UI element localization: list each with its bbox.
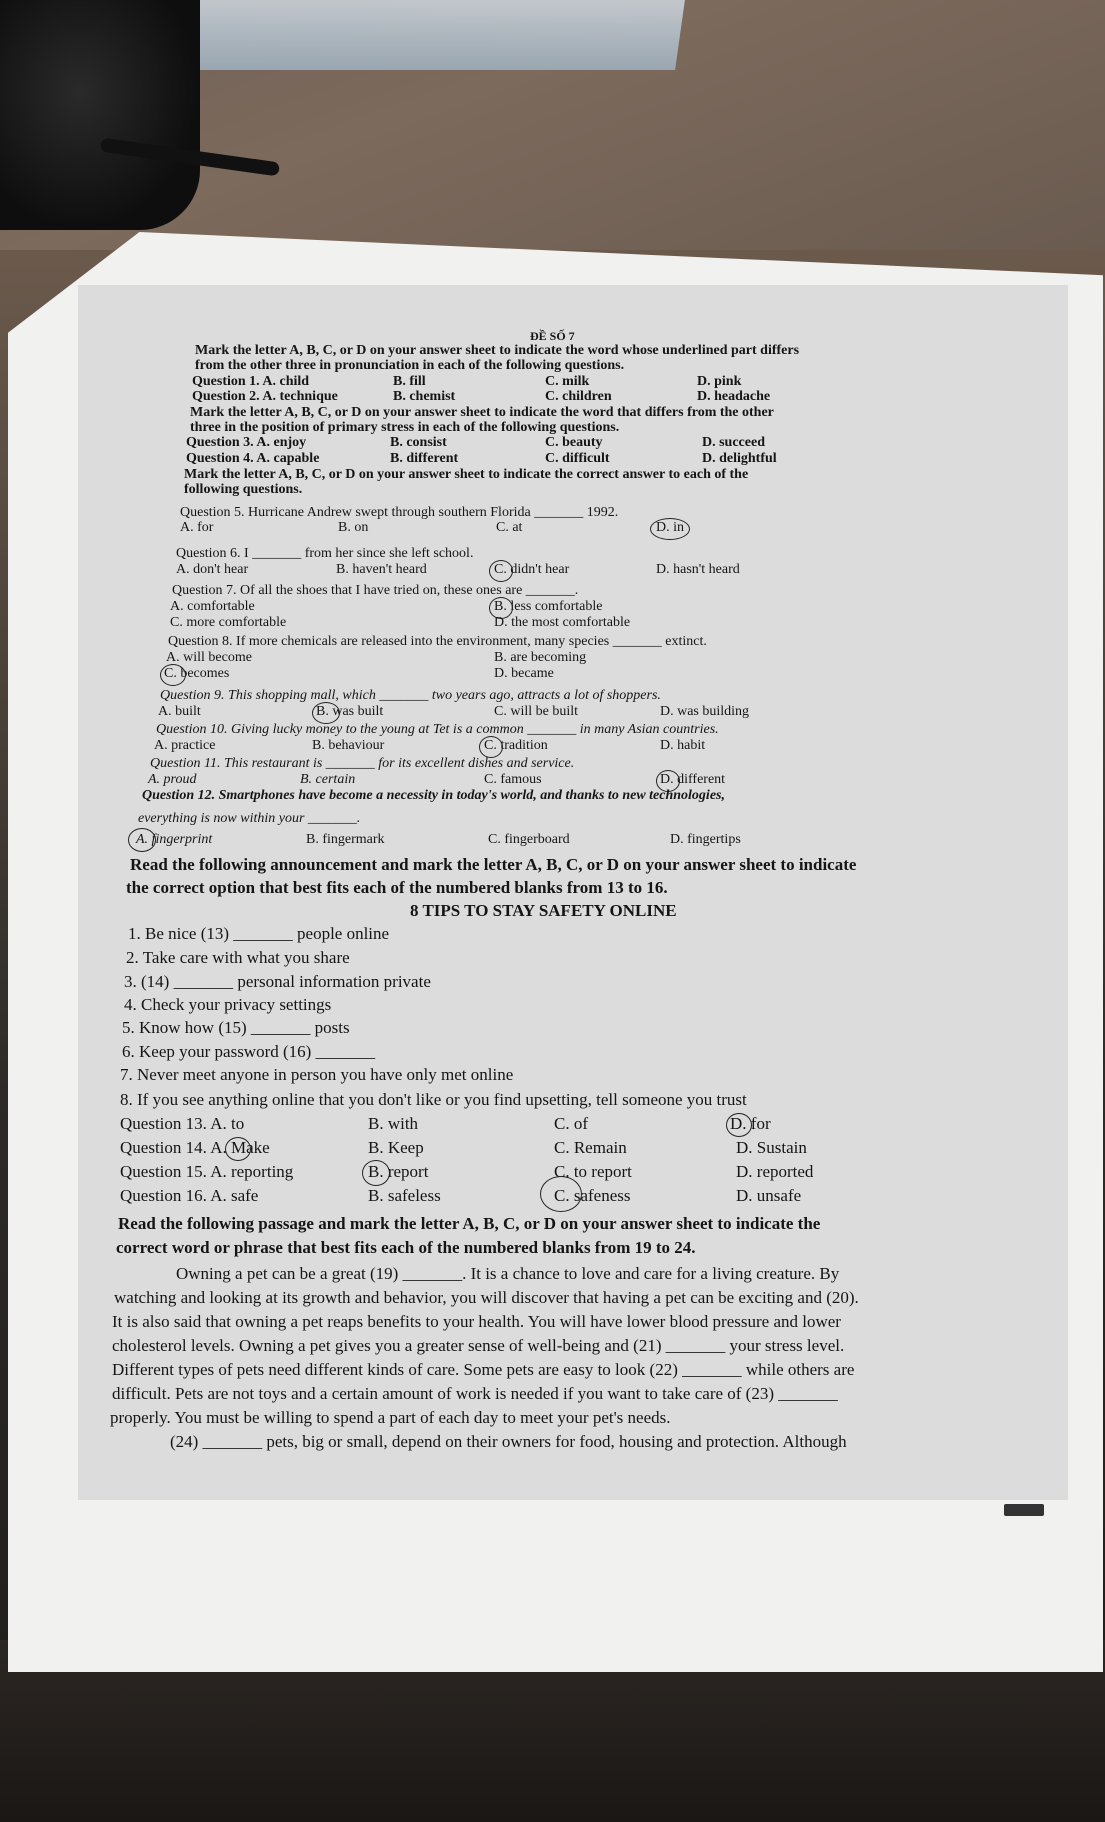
q1-b: B. fill — [393, 374, 426, 389]
tip-2: 2. Take care with what you share — [126, 948, 350, 967]
q15-c: C. to report — [554, 1162, 632, 1181]
q12-b: B. fingermark — [306, 832, 385, 847]
q10-b: B. behaviour — [312, 738, 385, 753]
tip-7: 7. Never meet anyone in person you have only met online — [120, 1065, 514, 1084]
q14-a: Question 14. A. Make — [120, 1138, 270, 1157]
section2-instr2: three in the position of primary stress in each of the following questions. — [190, 420, 620, 435]
section5-instr1: Read the following passage and mark the letter A, B, C, or D on your answer sheet to indicate the — [118, 1214, 821, 1233]
q13-d: D. for — [730, 1114, 771, 1133]
passage-line-4: cholesterol levels. Owning a pet gives you a greater sense of well-being and (21) _______ your stress level. — [112, 1336, 845, 1355]
passage-line-8: (24) _______ pets, big or small, depend on their owners for food, housing and protection. Although — [170, 1432, 847, 1451]
tip-5: 5. Know how (15) _______ posts — [122, 1018, 350, 1037]
q15-a: Question 15. A. reporting — [120, 1162, 294, 1181]
q4-b: B. different — [390, 451, 459, 466]
q5-c: C. at — [496, 520, 523, 535]
q2-label: Question 2. A. technique — [192, 389, 338, 404]
answer-circle — [362, 1160, 390, 1186]
exam-title: ĐỀ SỐ 7 — [530, 329, 575, 343]
q1-d: D. pink — [697, 374, 742, 389]
passage-line-6: difficult. Pets are not toys and a certain amount of work is needed if you want to take care of (23) _______ — [112, 1384, 838, 1403]
answer-circle — [479, 736, 503, 758]
q11-d: D. different — [660, 772, 726, 787]
q2-c: C. children — [545, 389, 612, 404]
q11-c: C. famous — [484, 772, 542, 787]
q9-a: A. built — [158, 704, 201, 719]
q5-a: A. for — [180, 520, 214, 535]
q7-stem: Question 7. Of all the shoes that I have tried on, these ones are _______. — [172, 583, 579, 598]
q8-c: C. becomes — [164, 666, 230, 681]
q16-c: C. safeness — [554, 1186, 631, 1205]
answer-circle — [128, 828, 156, 852]
passage-line-1: Owning a pet can be a great (19) _______. It is a chance to love and care for a living creature. By — [176, 1264, 840, 1283]
q12-stem1: Question 12. Smartphones have become a necessity in today's world, and thanks to new technologies, — [142, 788, 725, 803]
q1-label: Question 1. A. child — [192, 374, 310, 389]
q16-b: B. safeless — [368, 1186, 441, 1205]
q7-a: A. comfortable — [170, 599, 255, 614]
q11-stem: Question 11. This restaurant is _______ for its excellent dishes and service. — [150, 756, 575, 771]
answer-circle — [160, 664, 186, 686]
q13-b: B. with — [368, 1114, 419, 1133]
q6-b: B. haven't heard — [336, 562, 427, 577]
q10-a: A. practice — [154, 738, 216, 753]
answer-circle — [312, 702, 340, 724]
q6-a: A. don't hear — [176, 562, 249, 577]
q4-label: Question 4. A. capable — [186, 451, 320, 466]
q6-c: C. didn't hear — [494, 562, 570, 577]
q7-d: D. the most comfortable — [494, 615, 631, 630]
q15-b: B. report — [368, 1162, 429, 1181]
q5-stem: Question 5. Hurricane Andrew swept through southern Florida _______ 1992. — [180, 505, 619, 520]
q12-a: A. fingerprint — [136, 832, 213, 847]
q7-b: B. less comfortable — [494, 599, 603, 614]
tip-1: 1. Be nice (13) _______ people online — [128, 924, 390, 943]
q5-b: B. on — [338, 520, 369, 535]
section1-instr2: from the other three in pronunciation in each of the following questions. — [195, 358, 625, 373]
answer-circle — [650, 518, 690, 540]
tip-8: 8. If you see anything online that you don't like or you find upsetting, tell someone you trust — [120, 1090, 747, 1109]
q3-label: Question 3. A. enjoy — [186, 435, 307, 450]
answer-circle — [225, 1137, 251, 1161]
section4-instr2: the correct option that best fits each of the numbered blanks from 13 to 16. — [126, 878, 668, 897]
q14-b: B. Keep — [368, 1138, 424, 1157]
q4-c: C. difficult — [545, 451, 610, 466]
answer-circle — [540, 1176, 582, 1212]
q8-b: B. are becoming — [494, 650, 587, 665]
q7-c: C. more comfortable — [170, 615, 287, 630]
q11-b: B. certain — [300, 772, 356, 787]
q3-d: D. succeed — [702, 435, 765, 450]
answer-circle — [726, 1113, 752, 1137]
passage-line-2: watching and looking at its growth and behavior, you will discover that having a pet can be exciting and (20). — [114, 1288, 859, 1307]
answer-circle — [489, 597, 513, 619]
q2-d: D. headache — [697, 389, 771, 404]
passage-line-7: properly. You must be willing to spend a part of each day to meet your pet's needs. — [110, 1408, 671, 1427]
q16-d: D. unsafe — [736, 1186, 802, 1205]
q9-b: B. was built — [316, 704, 384, 719]
q12-c: C. fingerboard — [488, 832, 570, 847]
q14-c: C. Remain — [554, 1138, 627, 1157]
announcement-heading: 8 TIPS TO STAY SAFETY ONLINE — [410, 901, 677, 920]
q8-d: D. became — [494, 666, 554, 681]
q11-a: A. proud — [148, 772, 197, 787]
section4-instr1: Read the following announcement and mark the letter A, B, C, or D on your answer sheet to indicate — [130, 855, 857, 874]
q10-stem: Question 10. Giving lucky money to the young at Tet is a common _______ in many Asian countries. — [156, 722, 719, 737]
q12-stem2: everything is now within your _______. — [138, 811, 361, 826]
q12-d: D. fingertips — [670, 832, 741, 847]
q6-stem: Question 6. I _______ from her since she left school. — [176, 546, 474, 561]
section1-instr1: Mark the letter A, B, C, or D on your answer sheet to indicate the word whose underlined part differs — [195, 343, 800, 358]
q10-d: D. habit — [660, 738, 706, 753]
q4-d: D. delightful — [702, 451, 777, 466]
q3-c: C. beauty — [545, 435, 603, 450]
q16-a: Question 16. A. safe — [120, 1186, 259, 1205]
tip-6: 6. Keep your password (16) _______ — [122, 1042, 376, 1061]
passage-line-3: It is also said that owning a pet reaps benefits to your health. You will have lower blood pressure and lower — [112, 1312, 841, 1331]
q14-d: D. Sustain — [736, 1138, 807, 1157]
q9-c: C. will be built — [494, 704, 578, 719]
answer-circle — [489, 560, 513, 582]
section2-instr1: Mark the letter A, B, C, or D on your answer sheet to indicate the word that differs from the other — [190, 405, 774, 420]
q9-d: D. was building — [660, 704, 750, 719]
q1-c: C. milk — [545, 374, 590, 389]
q9-stem: Question 9. This shopping mall, which _______ two years ago, attracts a lot of shoppers. — [160, 688, 661, 703]
section3-instr1: Mark the letter A, B, C, or D on your answer sheet to indicate the correct answer to each of the — [184, 467, 749, 482]
tip-4: 4. Check your privacy settings — [124, 995, 332, 1014]
q8-a: A. will become — [166, 650, 252, 665]
q13-c: C. of — [554, 1114, 588, 1133]
q15-d: D. reported — [736, 1162, 814, 1181]
q5-d: D. in — [656, 520, 684, 535]
q2-b: B. chemist — [393, 389, 456, 404]
q6-d: D. hasn't heard — [656, 562, 740, 577]
q8-stem: Question 8. If more chemicals are released into the environment, many species _______ extinct. — [168, 634, 707, 649]
section3-instr2: following questions. — [184, 482, 303, 497]
q10-c: C. tradition — [484, 738, 548, 753]
passage-line-5: Different types of pets need different kinds of care. Some pets are easy to look (22) _______ while others are — [112, 1360, 855, 1379]
q13-a: Question 13. A. to — [120, 1114, 245, 1133]
tip-3: 3. (14) _______ personal information private — [124, 972, 431, 991]
q3-b: B. consist — [390, 435, 447, 450]
section5-instr2: correct word or phrase that best fits each of the numbered blanks from 19 to 24. — [116, 1238, 696, 1257]
